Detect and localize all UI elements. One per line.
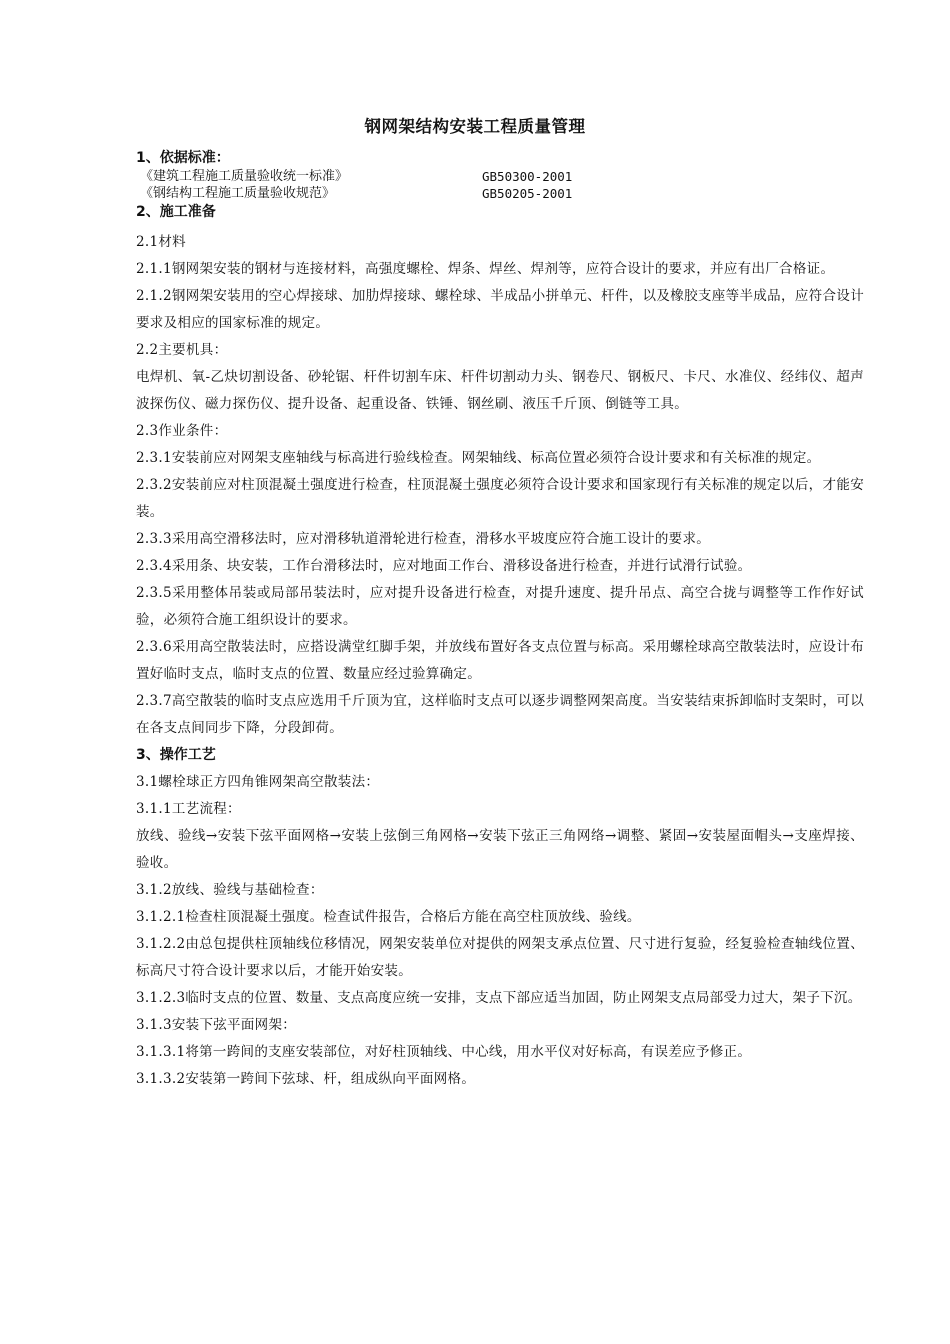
paragraph-2-3-5: 2.3.5采用整体吊装或局部吊装法时，应对提升设备进行检查，对提升速度、提升吊点、高空合拢与调整等工作作好试验，必须符合施工组织设计的要求。 xyxy=(136,585,864,628)
section-3-heading: 3、操作工艺 xyxy=(136,747,216,763)
paragraph-3-1-2-1: 3.1.2.1检查柱顶混凝土强度。检查试件报告，合格后方能在高空柱顶放线、验线。 xyxy=(136,909,641,925)
paragraph-2-2-tools: 电焊机、氧-乙炔切割设备、砂轮锯、杆件切割车床、杆件切割动力头、钢卷尺、钢板尺、卡尺、水准仪、经纬仪、超声波探伤仪、磁力探伤仪、提升设备、起重设备、铁锤、钢丝刷、液压千斤顶、倒链等工具。 xyxy=(136,369,864,412)
paragraph-3-1-1: 3.1.1工艺流程： xyxy=(136,801,241,817)
paragraph-2-1: 2.1材料 xyxy=(136,234,186,250)
paragraph-3-1-3: 3.1.3安装下弦平面网架： xyxy=(136,1017,297,1033)
paragraph-3-1: 3.1螺栓球正方四角锥网架高空散装法： xyxy=(136,774,380,790)
paragraph-3-1-2-2: 3.1.2.2由总包提供柱顶轴线位移情况，网架安装单位对提供的网架支承点位置、尺寸进行复验，经复验检查轴线位置、标高尺寸符合设计要求以后，才能开始安装。 xyxy=(136,936,864,979)
standard-name: 《钢结构工程施工质量验收规范》 xyxy=(140,186,336,201)
standard-name: 《建筑工程施工质量验收统一标准》 xyxy=(140,169,349,184)
paragraph-2-1-1: 2.1.1钢网架安装的钢材与连接材料，高强度螺栓、焊条、焊丝、焊剂等，应符合设计的要求，并应有出厂合格证。 xyxy=(136,261,835,277)
paragraph-2-3-1: 2.3.1安装前应对网架支座轴线与标高进行验线检查。网架轴线、标高位置必须符合设计要求和有关标准的规定。 xyxy=(136,450,821,466)
document-title: 钢网架结构安装工程质量管理 xyxy=(364,117,586,136)
standard-code: GB50300-2001 xyxy=(482,169,573,184)
paragraph-2-3-3: 2.3.3采用高空滑移法时，应对滑移轨道滑轮进行检查，滑移水平坡度应符合施工设计的要求。 xyxy=(136,531,711,547)
paragraph-3-1-2-3: 3.1.2.3临时支点的位置、数量、支点高度应统一安排，支点下部应适当加固，防止网架支点局部受力过大，架子下沉。 xyxy=(136,990,862,1006)
paragraph-2-1-2: 2.1.2钢网架安装用的空心焊接球、加肋焊接球、螺栓球、半成品小拼单元、杆件，以及橡胶支座等半成品，应符合设计要求及相应的国家标准的规定。 xyxy=(136,288,864,331)
paragraph-2-3-2: 2.3.2安装前应对柱顶混凝土强度进行检查，柱顶混凝土强度必须符合设计要求和国家现行有关标准的规定以后，才能安装。 xyxy=(136,477,864,520)
paragraph-2-3-4: 2.3.4采用条、块安装，工作台滑移法时，应对地面工作台、滑移设备进行检查，并进行试滑行试验。 xyxy=(136,558,752,574)
paragraph-3-1-2: 3.1.2放线、验线与基础检查： xyxy=(136,882,324,898)
paragraph-2-2: 2.2主要机具： xyxy=(136,342,228,358)
section-1-heading: 1、依据标准： xyxy=(136,150,230,166)
paragraph-2-3-7: 2.3.7高空散装的临时支点应选用千斤顶为宜，这样临时支点可以逐步调整网架高度。当安装结束拆卸临时支架时，可以在各支点间同步下降，分段卸荷。 xyxy=(136,693,864,736)
section-2-heading: 2、施工准备 xyxy=(136,204,216,220)
standard-row xyxy=(136,185,864,202)
standard-row xyxy=(136,168,864,185)
standard-code: GB50205-2001 xyxy=(482,186,573,201)
paragraph-3-1-1-flow: 放线、验线→安装下弦平面网格→安装上弦倒三角网格→安装下弦正三角网络→调整、紧固→安装屋面帽头→支座焊接、验收。 xyxy=(136,828,864,871)
paragraph-3-1-3-2: 3.1.3.2安装第一跨间下弦球、杆，组成纵向平面网格。 xyxy=(136,1071,476,1087)
paragraph-2-3: 2.3作业条件： xyxy=(136,423,228,439)
section-1 xyxy=(136,148,864,222)
document-body xyxy=(136,229,864,1093)
paragraph-3-1-3-1: 3.1.3.1将第一跨间的支座安装部位，对好柱顶轴线、中心线，用水平仪对好标高，有误差应予修正。 xyxy=(136,1044,752,1060)
paragraph-2-3-6: 2.3.6采用高空散装法时，应搭设满堂红脚手架，并放线布置好各支点位置与标高。采用螺栓球高空散装法时，应设计布置好临时支点，临时支点的位置、数量应经过验算确定。 xyxy=(136,639,864,682)
